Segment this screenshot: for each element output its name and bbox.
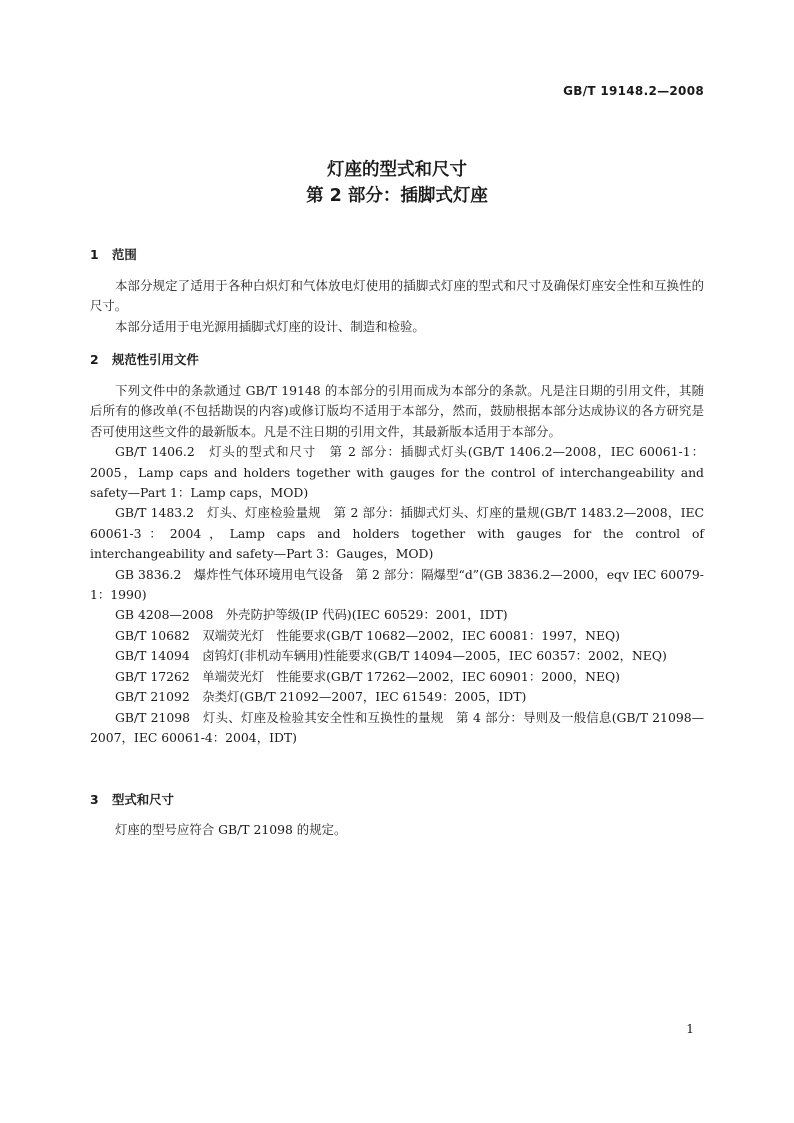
- section-number: 3: [90, 792, 99, 807]
- reference-item: GB/T 21098 灯头、灯座及检验其安全性和互换性的量规 第 4 部分：导则及一般信息(GB/T 21098—2007，IEC 60061-4：2004，IDT): [90, 709, 704, 745]
- reference-item: GB/T 1483.2 灯头、灯座检验量规 第 2 部分：插脚式灯头、灯座的量规(GB/T 1483.2—2008，IEC 60061-3：2004，Lamp caps and holders together with gauges for the control of interchangeability and safety—Part 3：Gauges，MOD): [90, 505, 704, 562]
- section-body-scope: [90, 276, 704, 337]
- paragraph: 本部分适用于电光源用插脚式灯座的设计、制造和检验。: [115, 318, 425, 334]
- section-heading-normative-references: [90, 350, 199, 370]
- section-heading-scope: [90, 245, 137, 265]
- section-title: 规范性引用文件: [112, 352, 199, 367]
- reference-item: GB 4208—2008 外壳防护等级(IP 代码)(IEC 60529：2001，IDT): [115, 607, 508, 623]
- document-subtitle: 第 2 部分：插脚式灯座: [306, 186, 488, 206]
- reference-item: GB/T 21092 杂类灯(GB/T 21092—2007，IEC 61549：2005，IDT): [115, 689, 527, 705]
- reference-item: GB/T 17262 单端荧光灯 性能要求(GB/T 17262—2002，IEC 60901：2000，NEQ): [115, 668, 621, 684]
- paragraph: 下列文件中的条款通过 GB/T 19148 的本部分的引用而成为本部分的条款。凡是注日期的引用文件，其随后所有的修改单(不包括勘误的内容)或修订版均不适用于本部分，然而，鼓励根据本部分达成协议的各方研究是否可使用这些文件的最新版本。凡是不注日期的引用文件，其最新版本适用于本部分。: [90, 383, 704, 439]
- reference-item: GB/T 1406.2 灯头的型式和尺寸 第 2 部分：插脚式灯头(GB/T 1406.2—2008，IEC 60061-1：2005，Lamp caps and holders together with gauges for the control of interchangeability and safety—Part 1：Lamp caps，MOD): [90, 444, 704, 501]
- paragraph: 灯座的型号应符合 GB/T 21098 的规定。: [115, 822, 347, 837]
- standard-code: GB/T 19148.2—2008: [563, 84, 704, 98]
- section-heading-type-and-dimensions: [90, 790, 174, 810]
- paragraph: 本部分规定了适用于各种白炽灯和气体放电灯使用的插脚式灯座的型式和尺寸及确保灯座安全性和互换性的尺寸。: [90, 278, 704, 314]
- reference-item: GB/T 10682 双端荧光灯 性能要求(GB/T 10682—2002，IEC 60081：1997，NEQ): [115, 627, 621, 643]
- section-body-normative-references: [90, 381, 704, 748]
- section-number: 1: [90, 247, 99, 262]
- document-title: 灯座的型式和尺寸: [327, 160, 467, 180]
- reference-item: GB 3836.2 爆炸性气体环境用电气设备 第 2 部分：隔爆型“d”(GB 3836.2—2000，eqv IEC 60079-1：1990): [90, 566, 704, 603]
- page-number: 1: [686, 1021, 694, 1036]
- reference-item: GB/T 14094 卤钨灯(非机动车辆用)性能要求(GB/T 14094—2005，IEC 60357：2002，NEQ): [115, 648, 667, 664]
- section-body-type-and-dimensions: [90, 820, 704, 840]
- section-title: 范围: [112, 247, 137, 262]
- section-number: 2: [90, 352, 99, 367]
- section-title: 型式和尺寸: [112, 792, 174, 807]
